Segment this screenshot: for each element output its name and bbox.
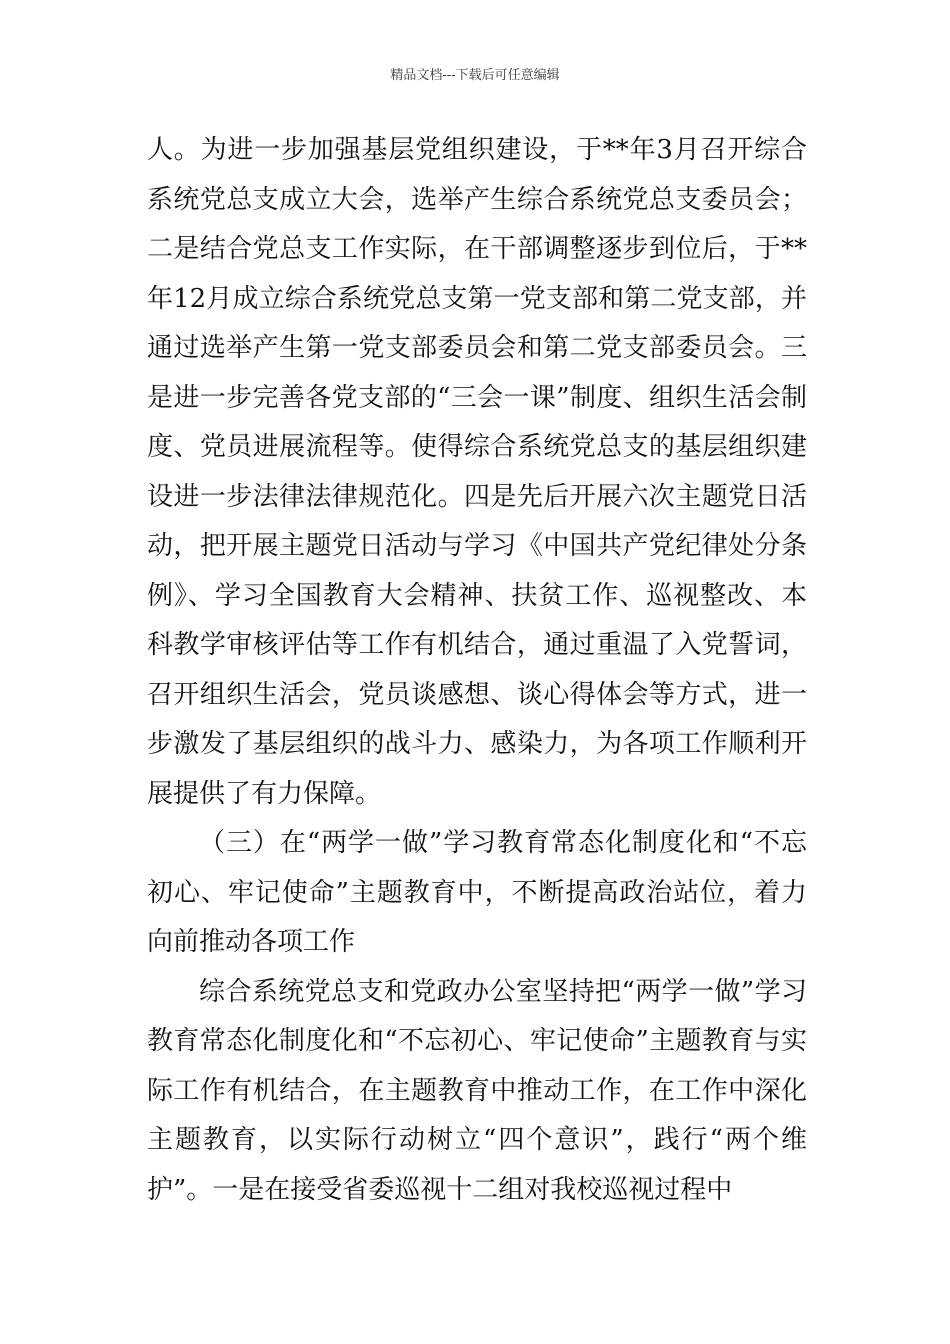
section-heading-3: （三）在“两学一做”学习教育常态化制度化和“不忘初心、牢记使命”主题教育中，不断提高政治站位，着力向前推动各项工作 [147,828,807,957]
paragraph-continuation: 人。为进一步加强基层党组织建设，于**年3月召开综合系统党总支成立大会，选举产生综合系统党总支委员会；二是结合党总支工作实际，在干部调整逐步到位后，于**年12月成立综合系统党总支第一党支部和第二党支部，并通过选举产生第一党支部委员会和第二党支部委员会。三是进一步完善各党支部的“三会一课”制度、组织生活会制度、党员进展流程等。使得综合系统党总支的基层组织建设进一步法律法律规范化。四是先后开展六次主题党日活动，把开展主题党日活动与学习《中国共产党纪律处分条例》、学习全国教育大会精神、扶贫工作、巡视整改、本科教学审核评估等工作有机结合，通过重温了入党誓词，召开组织生活会，党员谈感想、谈心得体会等方式，进一步激发了基层组织的战斗力、感染力，为各项工作顺利开展提供了有力保障。 [147,135,807,809]
paragraph-body: 综合系统党总支和党政办公室坚持把“两学一做”学习教育常态化制度化和“不忘初心、牢记使命”主题教育与实际工作有机结合，在主题教育中推动工作，在工作中深化主题教育，以实际行动树立“四个意识”，践行“两个维护”。一是在接受省委巡视十二组对我校巡视过程中 [147,976,807,1205]
document-body [147,126,807,1215]
page-header: 精品文档---下载后可任意编辑 [390,68,560,83]
